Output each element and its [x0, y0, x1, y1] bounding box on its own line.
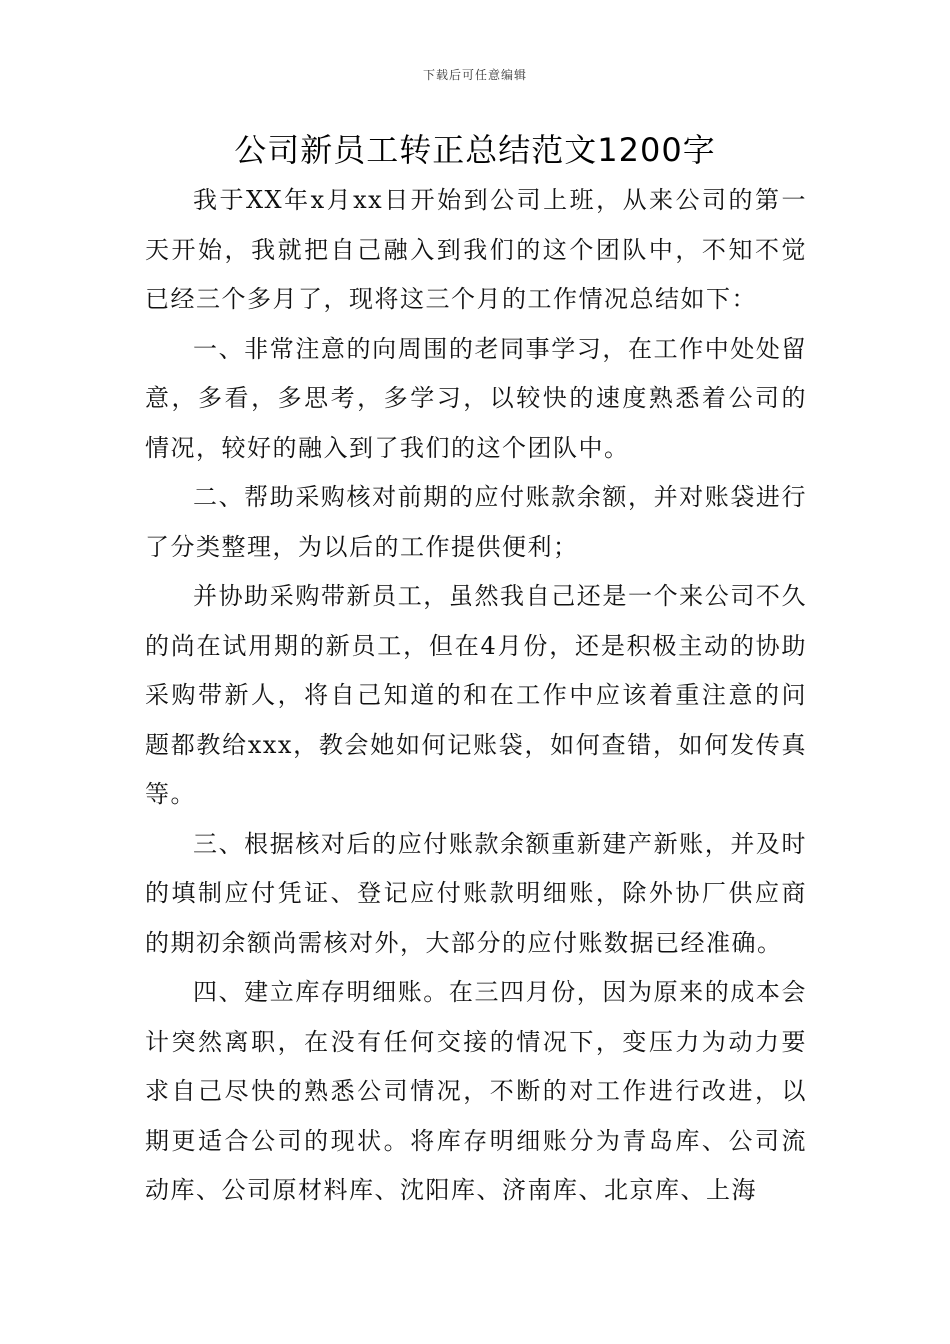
- paragraph-intro: 我于XX年x月xx日开始到公司上班，从来公司的第一天开始，我就把自己融入到我们的这个团队中，不知不觉已经三个多月了，现将这三个月的工作情况总结如下：: [145, 186, 807, 313]
- paragraph-item-3: 三、根据核对后的应付账款余额重新建产新账，并及时的填制应付凭证、登记应付账款明细账，除外协厂供应商的期初余额尚需核对外，大部分的应付账数据已经准确。: [145, 829, 807, 957]
- header-note: 下载后可任意编辑: [422, 68, 527, 82]
- document-title: 公司新员工转正总结范文1200字: [234, 131, 716, 169]
- paragraph-item-2-continued: 并协助采购带新员工，虽然我自己还是一个来公司不久的尚在试用期的新员工，但在4月份，还是积极主动的协助采购带新人，将自己知道的和在工作中应该着重注意的问题都教给xxx，教会她如何记账袋，如何查错，如何发传真等。: [145, 582, 807, 808]
- document-body: [145, 176, 807, 1216]
- paragraph-item-2: 二、帮助采购核对前期的应付账款余额，并对账袋进行了分类整理，为以后的工作提供便利；: [145, 483, 807, 561]
- paragraph-item-1: 一、非常注意的向周围的老同事学习，在工作中处处留意，多看，多思考，多学习，以较快的速度熟悉着公司的情况，较好的融入到了我们的这个团队中。: [145, 334, 807, 462]
- paragraph-item-4: 四、建立库存明细账。在三四月份，因为原来的成本会计突然离职，在没有任何交接的情况下，变压力为动力要求自己尽快的熟悉公司情况，不断的对工作进行改进，以期更适合公司的现状。将库存明细账分为青岛库、公司流动库、公司原材料库、沈阳库、济南库、北京库、上海: [145, 978, 807, 1204]
